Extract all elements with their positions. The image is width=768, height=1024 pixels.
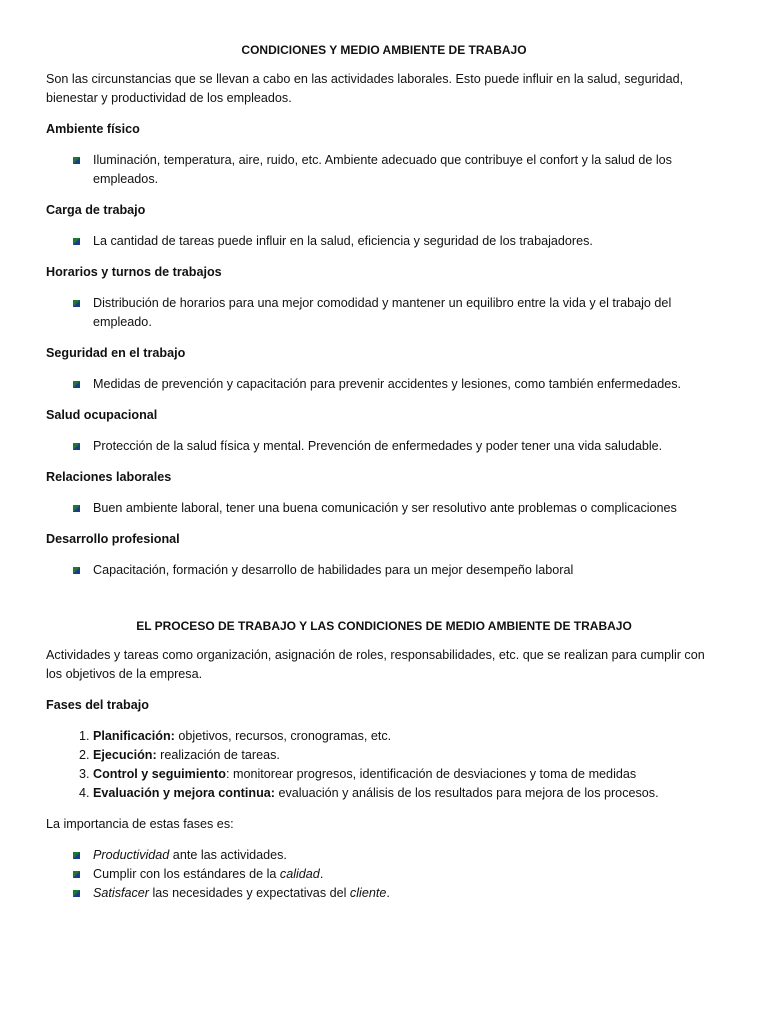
list-item: Cumplir con los estándares de la calidad. xyxy=(93,865,722,884)
heading-desarrollo: Desarrollo profesional xyxy=(46,532,180,546)
bullet-list xyxy=(46,232,722,251)
square-bullet-icon xyxy=(73,567,80,574)
section-title-conditions: CONDICIONES Y MEDIO AMBIENTE DE TRABAJO xyxy=(241,43,527,57)
bullet-list xyxy=(46,499,722,518)
list-item: Medidas de prevención y capacitación para prevenir accidentes y lesiones, como también enfermedades. xyxy=(93,375,722,394)
list-item: La cantidad de tareas puede influir en la salud, eficiencia y seguridad de los trabajadores. xyxy=(93,232,722,251)
square-bullet-icon xyxy=(73,157,80,164)
heading-horarios: Horarios y turnos de trabajos xyxy=(46,265,222,279)
list-item: 1. Planificación: objetivos, recursos, cronogramas, etc. xyxy=(93,727,722,746)
list-item: Distribución de horarios para una mejor comodidad y mantener un equilibro entre la vida y el trabajo del empleado. xyxy=(93,294,722,332)
square-bullet-icon xyxy=(73,890,80,897)
bullet-list xyxy=(46,375,722,394)
section-intro-conditions: Son las circunstancias que se llevan a cabo en las actividades laborales. Esto puede influir en la salud, seguridad, bienestar y productividad de los empleados. xyxy=(46,72,684,105)
heading-fases: Fases del trabajo xyxy=(46,698,149,712)
heading-salud: Salud ocupacional xyxy=(46,408,158,422)
phases-list xyxy=(46,727,722,803)
section-title-process: EL PROCESO DE TRABAJO Y LAS CONDICIONES DE MEDIO AMBIENTE DE TRABAJO xyxy=(136,619,632,633)
square-bullet-icon xyxy=(73,381,80,388)
section-intro-process: Actividades y tareas como organización, asignación de roles, responsabilidades, etc. que se realizan para cumplir con los objetivos de la empresa. xyxy=(46,648,705,681)
section-spacer xyxy=(46,592,722,617)
square-bullet-icon xyxy=(73,871,80,878)
list-item: 4. Evaluación y mejora continua: evaluación y análisis de los resultados para mejora de los procesos. xyxy=(93,784,722,803)
bullet-list xyxy=(46,151,722,189)
heading-carga-trabajo: Carga de trabajo xyxy=(46,203,146,217)
importance-intro: La importancia de estas fases es: xyxy=(46,817,234,831)
square-bullet-icon xyxy=(73,300,80,307)
list-item: Productividad ante las actividades. xyxy=(93,846,722,865)
bullet-list xyxy=(46,294,722,332)
list-item: Iluminación, temperatura, aire, ruido, etc. Ambiente adecuado que contribuye el confort y la salud de los empleados. xyxy=(93,151,722,189)
list-item: Satisfacer las necesidades y expectativas del cliente. xyxy=(93,884,722,903)
list-item: 3. Control y seguimiento: monitorear progresos, identificación de desviaciones y toma de medidas xyxy=(93,765,722,784)
square-bullet-icon xyxy=(73,852,80,859)
bullet-list xyxy=(46,561,722,580)
square-bullet-icon xyxy=(73,238,80,245)
heading-seguridad: Seguridad en el trabajo xyxy=(46,346,186,360)
square-bullet-icon xyxy=(73,443,80,450)
list-item: Buen ambiente laboral, tener una buena comunicación y ser resolutivo ante problemas o complicaciones xyxy=(93,499,722,518)
bullet-list xyxy=(46,437,722,456)
square-bullet-icon xyxy=(73,505,80,512)
heading-relaciones: Relaciones laborales xyxy=(46,470,172,484)
list-item: Capacitación, formación y desarrollo de habilidades para un mejor desempeño laboral xyxy=(93,561,722,580)
list-item: Protección de la salud física y mental. Prevención de enfermedades y poder tener una vida saludable. xyxy=(93,437,722,456)
bullet-list xyxy=(46,846,722,903)
list-item: 2. Ejecución: realización de tareas. xyxy=(93,746,722,765)
heading-ambiente-fisico: Ambiente físico xyxy=(46,122,140,136)
